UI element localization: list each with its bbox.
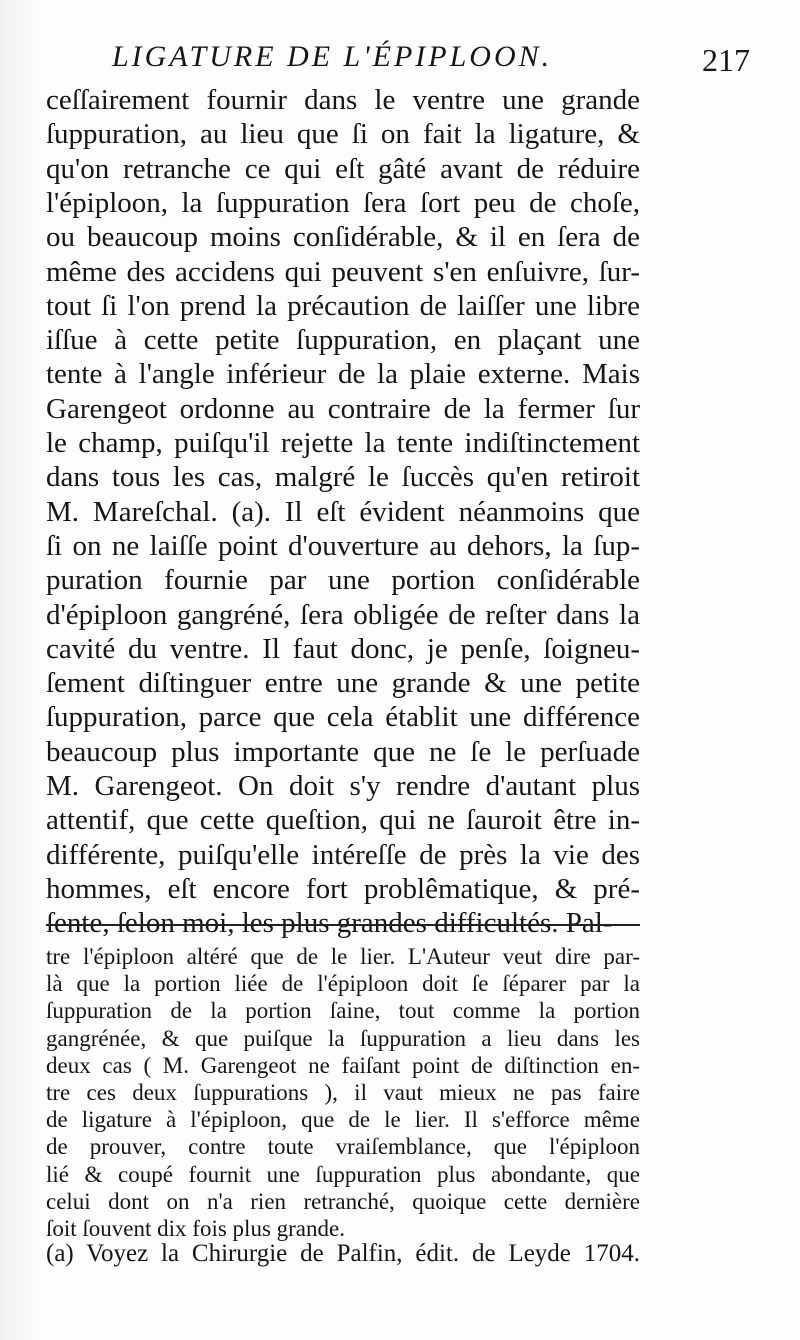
body-line: ſi on ne laiſſe point d'ouverture au dehors, la ſup- [46, 529, 640, 562]
body-line: ceſſairement fournir dans le ventre une grande [46, 84, 640, 116]
body-line: le champ, puiſqu'il rejette la tente indiſtinctement [46, 427, 640, 459]
body-line: Garengeot ordonne au contraire de la fermer ſur [46, 392, 640, 425]
body-line: attentif, que cette queſtion, qui ne ſauroit être in- [46, 804, 640, 837]
body-line: l'épiploon, la ſuppuration ſera ſort peu de choſe, [46, 186, 640, 219]
page-number: 217 [702, 42, 750, 78]
body-line: puration fournie par une portion conſidérable [46, 564, 640, 597]
footnote-line: gangrénée, & que puiſque la ſuppuration a lieu dans les [46, 1025, 640, 1051]
body-line: ſente, ſelon moi, les plus grandes difficultés. Pal- [46, 907, 613, 940]
footnote-line: lié & coupé fournit une ſuppuration plus abondante, que [46, 1161, 640, 1187]
body-line: dans tous les cas, malgré le ſuccès qu'en retiroit [46, 461, 640, 494]
body-line: M. Garengeot. On doit s'y rendre d'autant plus [46, 770, 640, 802]
footnote-line: celui dont on n'a rien retranché, quoique cette dernière [46, 1188, 640, 1214]
body-line: ou beaucoup moins conſidérable, & il en ſera de [46, 221, 640, 254]
body-line: d'épiploon gangréné, ſera obligée de reſter dans la [46, 598, 640, 631]
running-title: LIGATURE DE L'ÉPIPLOON. [112, 40, 553, 73]
body-line: tente à l'angle inférieur de la plaie externe. Mais [46, 358, 640, 391]
footnote-line: tre l'épiploon altéré que de le lier. L'Auteur veut dire par- [46, 944, 640, 969]
body-line: iſſue à cette petite ſuppuration, en plaçant une [46, 324, 640, 357]
body-line: cavité du ventre. Il faut donc, je penſe, ſoigneu- [46, 632, 640, 665]
footnote-line: de ligature à l'épiploon, que de le lier. Il s'efforce même [46, 1107, 640, 1133]
body-line: ſuppuration, parce que cela établit une différence [46, 701, 640, 734]
reference-note: (a) Voyez la Chirurgie de Palfin, édit. de Leyde 1704. [46, 1240, 640, 1267]
page-gutter-shadow [0, 0, 40, 1340]
body-line: beaucoup plus importante que ne ſe le perſuade [46, 735, 640, 768]
body-line: même des accidens qui peuvent s'en enſuivre, ſur- [46, 255, 640, 288]
footnote-line: tre ces deux ſuppurations ), il vaut mieux ne pas faire [46, 1080, 640, 1105]
body-line: qu'on retranche ce qui eſt gâté avant de réduire [46, 152, 640, 185]
body-line: M. Mareſchal. (a). Il eſt évident néanmoins que [46, 495, 640, 528]
footnote-line: là que la portion liée de l'épiploon doit ſe ſéparer par la [46, 971, 640, 997]
footnote-line: ſoit ſouvent dix fois plus grande. [46, 1216, 345, 1241]
body-line: hommes, eſt encore fort problêmatique, & pré- [46, 872, 640, 905]
body-line: différente, puiſqu'elle intéreſſe de près la vie des [46, 838, 640, 871]
footnote-line: ſuppuration de la portion ſaine, tout comme la portion [46, 998, 640, 1024]
body-line: ſuppuration, au lieu que ſi on fait la ligature, & [46, 118, 640, 151]
footnote-separator [46, 924, 640, 926]
footnote-line: de prouver, contre toute vraiſemblance, que l'épiploon [46, 1134, 640, 1160]
body-line: ſement diſtinguer entre une grande & une petite [46, 667, 640, 700]
body-line: tout ſi l'on prend la précaution de laiſſer une libre [46, 289, 640, 322]
footnote-line: deux cas ( M. Garengeot ne faiſant point de diſtinction en- [46, 1052, 640, 1078]
